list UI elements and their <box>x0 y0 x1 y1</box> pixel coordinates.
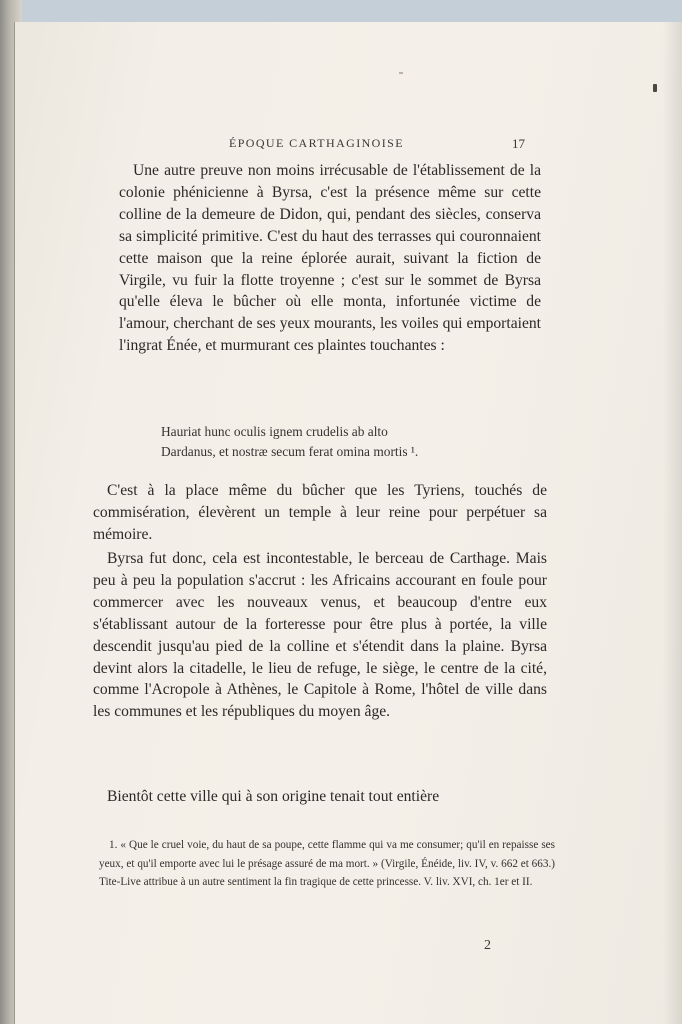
page-edge-shadow <box>663 22 682 1024</box>
page-number: 17 <box>512 136 525 151</box>
paragraph-3: Byrsa fut donc, cela est incontestable, le berceau de Carthage. Mais peu à peu la population s'accrut : les Africains accourant en foule pour commercer avec les nouveaux venus, et beaucoup d'entre eux s'établissant autour de la forteresse pour être plus à portée, la ville descendit jusqu'au pied de la colline et s'étendit dans la plaine. Byrsa devint alors la citadelle, le lieu de refuge, le siège, le centre de la cité, comme l'Acropole à Athènes, le Capitole à Rome, l'hôtel de ville dans les communes et les républiques du moyen âge. <box>93 550 547 721</box>
print-speck <box>399 72 403 74</box>
paragraph-1: Une autre preuve non moins irrécusable de l'établissement de la colonie phénicienne à Byrsa, c'est la présence même sur cette colline de la demeure de Didon, qui, pendant des siècles, conserva sa simplicité primitive. C'est du haut des terrasses qui couronnaient cette maison que la reine éplorée aurait, suivant la fiction de Virgile, vu fuir la flotte troyenne ; c'est sur le sommet de Byrsa qu'elle éleva le bûcher où elle monta, infortunée victime de l'amour, cherchant de ses yeux mourants, les voiles qui emportaient l'ingrat Énée, et murmurant ces plaintes touchantes : <box>119 162 541 355</box>
paragraph-2: C'est à la place même du bûcher que les Tyriens, touchés de commisération, élevèrent un temple à leur reine pour perpétuer sa mémoire. <box>93 482 547 543</box>
latin-verse <box>161 422 541 462</box>
footnote: 1. « Que le cruel voie, du haut de sa poupe, cette flamme qui va me consumer; qu'il en repaisse ses yeux, et qu'il emporte avec lui le présage assuré de ma mort. » (Virgile, Énéide, liv. IV, v. 662 et 663.) Tite-Live attribue à un autre sentiment la fin tragique de cette princesse. V. liv. XVI, ch. 1er et II. <box>99 839 555 889</box>
paragraph-4: Bientôt cette ville qui à son origine tenait tout entière <box>107 788 440 805</box>
running-title: ÉPOQUE CARTHAGINOISE <box>229 136 404 150</box>
book-page <box>14 22 682 1024</box>
verse-line-2: Dardanus, et nostræ secum ferat omina mortis ¹. <box>161 444 419 459</box>
signature-mark: 2 <box>484 938 491 953</box>
verse-line-1: Hauriat hunc oculis ignem crudelis ab alto <box>161 424 388 439</box>
binding-mark <box>653 84 657 92</box>
